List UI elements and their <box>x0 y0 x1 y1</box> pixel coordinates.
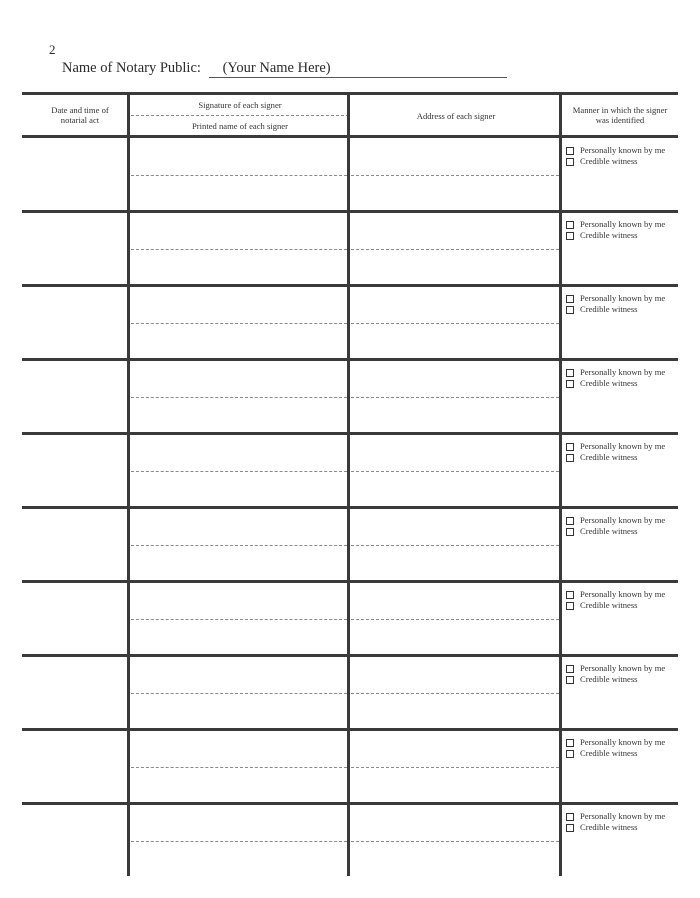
signature-cell[interactable] <box>130 434 347 504</box>
personally-known-option[interactable] <box>566 441 665 452</box>
signature-printed-divider <box>131 323 347 324</box>
credible-witness-checkbox[interactable] <box>566 232 574 240</box>
credible-witness-label: Credible witness <box>580 304 638 314</box>
credible-witness-label: Credible witness <box>580 378 638 388</box>
identification-options <box>566 441 665 463</box>
signature-printed-divider <box>131 471 347 472</box>
signature-printed-divider <box>131 693 347 694</box>
signature-cell[interactable] <box>130 804 347 874</box>
credible-witness-option[interactable] <box>566 600 665 611</box>
address-divider <box>351 841 559 842</box>
journal-entry-row <box>22 804 678 878</box>
notary-name-field[interactable]: (Your Name Here) <box>209 60 507 78</box>
personally-known-label: Personally known by me <box>580 811 666 821</box>
notary-name-label: Name of Notary Public: <box>62 60 201 76</box>
date-time-cell[interactable] <box>22 804 127 874</box>
address-cell[interactable] <box>350 656 559 726</box>
personally-known-checkbox[interactable] <box>566 295 574 303</box>
header-date-time: Date and time of notarial act <box>51 105 109 125</box>
personally-known-option[interactable] <box>566 811 665 822</box>
address-divider <box>351 767 559 768</box>
date-time-cell[interactable] <box>22 656 127 726</box>
signature-cell[interactable] <box>130 138 347 208</box>
credible-witness-option[interactable] <box>566 378 665 389</box>
address-divider <box>351 397 559 398</box>
date-time-cell[interactable] <box>22 508 127 578</box>
date-time-cell[interactable] <box>22 286 127 356</box>
credible-witness-label: Credible witness <box>580 674 638 684</box>
credible-witness-checkbox[interactable] <box>566 528 574 536</box>
personally-known-option[interactable] <box>566 293 665 304</box>
personally-known-label: Personally known by me <box>580 589 666 599</box>
personally-known-checkbox[interactable] <box>566 443 574 451</box>
identification-options <box>566 367 665 389</box>
personally-known-label: Personally known by me <box>580 737 666 747</box>
address-cell[interactable] <box>350 730 559 800</box>
personally-known-checkbox[interactable] <box>566 517 574 525</box>
journal-entry-row <box>22 138 678 212</box>
journal-entry-row <box>22 434 678 508</box>
address-divider <box>351 471 559 472</box>
signature-cell[interactable] <box>130 212 347 282</box>
credible-witness-option[interactable] <box>566 230 665 241</box>
signature-printed-divider <box>131 175 347 176</box>
address-cell[interactable] <box>350 434 559 504</box>
address-cell[interactable] <box>350 804 559 874</box>
credible-witness-option[interactable] <box>566 156 665 167</box>
address-cell[interactable] <box>350 582 559 652</box>
address-cell[interactable] <box>350 508 559 578</box>
personally-known-checkbox[interactable] <box>566 665 574 673</box>
signature-printed-divider <box>131 249 347 250</box>
signature-cell[interactable] <box>130 730 347 800</box>
date-time-cell[interactable] <box>22 434 127 504</box>
personally-known-label: Personally known by me <box>580 367 666 377</box>
credible-witness-label: Credible witness <box>580 748 638 758</box>
personally-known-checkbox[interactable] <box>566 369 574 377</box>
credible-witness-checkbox[interactable] <box>566 380 574 388</box>
address-cell[interactable] <box>350 286 559 356</box>
address-cell[interactable] <box>350 212 559 282</box>
signature-printed-divider <box>131 545 347 546</box>
signature-cell[interactable] <box>130 360 347 430</box>
credible-witness-checkbox[interactable] <box>566 602 574 610</box>
address-divider <box>351 323 559 324</box>
identification-options <box>566 219 665 241</box>
identification-options <box>566 293 665 315</box>
credible-witness-label: Credible witness <box>580 526 638 536</box>
credible-witness-checkbox[interactable] <box>566 676 574 684</box>
personally-known-checkbox[interactable] <box>566 221 574 229</box>
signature-printed-divider <box>131 619 347 620</box>
header-signature: Signature of each signer <box>198 100 282 110</box>
credible-witness-checkbox[interactable] <box>566 750 574 758</box>
personally-known-label: Personally known by me <box>580 663 666 673</box>
personally-known-label: Personally known by me <box>580 293 666 303</box>
journal-entry-row <box>22 212 678 286</box>
journal-entry-row <box>22 360 678 434</box>
date-time-cell[interactable] <box>22 582 127 652</box>
personally-known-checkbox[interactable] <box>566 591 574 599</box>
address-cell[interactable] <box>350 360 559 430</box>
date-time-cell[interactable] <box>22 212 127 282</box>
personally-known-option[interactable] <box>566 367 665 378</box>
credible-witness-option[interactable] <box>566 748 665 759</box>
personally-known-option[interactable] <box>566 145 665 156</box>
personally-known-label: Personally known by me <box>580 145 666 155</box>
address-divider <box>351 249 559 250</box>
address-divider <box>351 175 559 176</box>
signature-cell[interactable] <box>130 582 347 652</box>
personally-known-option[interactable] <box>566 515 665 526</box>
date-time-cell[interactable] <box>22 138 127 208</box>
header-signature-divider <box>131 115 349 116</box>
header-address: Address of each signer <box>416 111 496 121</box>
credible-witness-option[interactable] <box>566 674 665 685</box>
credible-witness-option[interactable] <box>566 304 665 315</box>
credible-witness-checkbox[interactable] <box>566 454 574 462</box>
credible-witness-checkbox[interactable] <box>566 158 574 166</box>
personally-known-label: Personally known by me <box>580 219 666 229</box>
personally-known-option[interactable] <box>566 219 665 230</box>
journal-entry-row <box>22 286 678 360</box>
address-divider <box>351 545 559 546</box>
header-printed-name: Printed name of each signer <box>192 121 288 131</box>
credible-witness-option[interactable] <box>566 452 665 463</box>
personally-known-option[interactable] <box>566 663 665 674</box>
credible-witness-label: Credible witness <box>580 600 638 610</box>
journal-entry-row <box>22 656 678 730</box>
signature-cell[interactable] <box>130 286 347 356</box>
credible-witness-option[interactable] <box>566 526 665 537</box>
identification-options <box>566 663 665 685</box>
personally-known-label: Personally known by me <box>580 441 666 451</box>
signature-cell[interactable] <box>130 656 347 726</box>
identification-options <box>566 515 665 537</box>
date-time-cell[interactable] <box>22 360 127 430</box>
address-divider <box>351 619 559 620</box>
credible-witness-label: Credible witness <box>580 156 638 166</box>
signature-printed-divider <box>131 767 347 768</box>
credible-witness-label: Credible witness <box>580 230 638 240</box>
credible-witness-label: Credible witness <box>580 452 638 462</box>
journal-entry-row <box>22 730 678 804</box>
identification-options <box>566 737 665 759</box>
signature-printed-divider <box>131 841 347 842</box>
table-top-rule <box>22 92 678 95</box>
page-number: 2 <box>49 42 56 57</box>
signature-cell[interactable] <box>130 508 347 578</box>
personally-known-option[interactable] <box>566 589 665 600</box>
address-cell[interactable] <box>350 138 559 208</box>
notary-journal-table <box>22 92 678 876</box>
personally-known-option[interactable] <box>566 737 665 748</box>
notary-name-line <box>62 60 507 78</box>
identification-options <box>566 145 665 167</box>
journal-entry-row <box>22 582 678 656</box>
header-manner: Manner in which the signer was identified <box>572 105 668 125</box>
credible-witness-label: Credible witness <box>580 822 638 832</box>
address-divider <box>351 693 559 694</box>
signature-printed-divider <box>131 397 347 398</box>
identification-options <box>566 811 665 833</box>
credible-witness-checkbox[interactable] <box>566 306 574 314</box>
credible-witness-option[interactable] <box>566 822 665 833</box>
identification-options <box>566 589 665 611</box>
personally-known-checkbox[interactable] <box>566 739 574 747</box>
date-time-cell[interactable] <box>22 730 127 800</box>
journal-entry-row <box>22 508 678 582</box>
personally-known-checkbox[interactable] <box>566 147 574 155</box>
credible-witness-checkbox[interactable] <box>566 824 574 832</box>
personally-known-checkbox[interactable] <box>566 813 574 821</box>
personally-known-label: Personally known by me <box>580 515 666 525</box>
